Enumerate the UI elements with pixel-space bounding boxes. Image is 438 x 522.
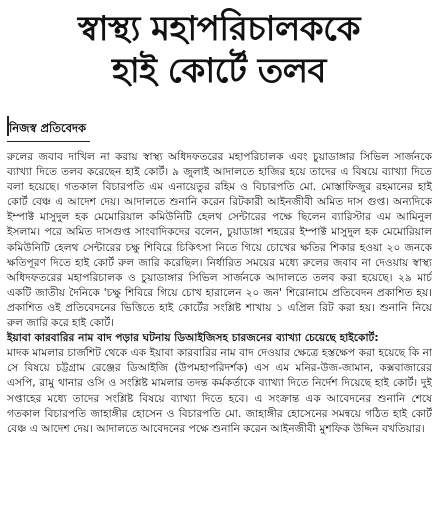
byline: নিজস্ব প্রতিবেদক — [7, 118, 90, 142]
subheading: ইয়াবা কারবারির নাম বাদ পড়ার ঘটনায় ডিআইজিসহ চারজনের ব্যাখ্যা চেয়েছে হাইকোর্ট: — [7, 332, 379, 345]
paragraph-1: রুলের জবাব দাখিল না করায় স্বাস্থ্য অধিদফতরের মহাপরিচালক এবং চুয়াডাঙ্গার সিভিল সার্জনকে ব্যাখ্যা দিতে তলব করেছেন হাই কোর্ট। ৯ জুলাই আদালতে হাজির হয়ে তাদের এ বিষয়ে ব্যাখ্যা দিতে বলা হয়েছে। গতকাল বিচারপতি এম এনায়েতুর রহিম ও বিচারপতি মো. মোস্তাফিজুর রহমানের হাই কোর্ট বেঞ্চ এ আদেশ দেয়। আদালতে শুনানি করেন রিটকারী আইনজীবী অমিত দাস গুপ্ত। অন্যদিকে ইম্পাক্ট মাসুদুল হক মেমোরিয়াল কমিউনিটি হেলথ সেন্টারের পক্ষে ছিলেন ব্যারিস্টার এম আমিনুল ইসলাম। পরে অমিত দাসগুপ্ত সাংবাদিকদের বলেন, চুয়াডাঙ্গা শহরের ইম্পাক্ট মাসুদুল হক মেমোরিয়াল কমিউনিটি হেলথ সেন্টারের চক্ষু শিবিরে চিকিৎসা নিতে গিয়ে চোখের ক্ষতির শিকার হওয়া ২০ জনকে ক্ষতিপূরণ দিতে হাই কোর্ট রুল জারি করেছিল। নির্ধারিত সময়ের মধ্যে রুলের জবাব না দেওয়ায় স্বাস্থ্য অধিদফতরের মহাপরিচালক ও চুয়াডাঙ্গার সিভিল সার্জনকে আদালতে তলব করা হয়েছে। ২৯ মার্চ একটি জাতীয় দৈনিকে 'চক্ষু শিবিরে গিয়ে চোখ হারালেন ২০ জন' শিরোনামে প্রতিবেদন প্রকাশিত হয়। প্রকাশিত ওই প্রতিবেদনের ভিত্তিতে হাই কোর্টের সংশ্লিষ্ট শাখায় ১ এপ্রিল রিট করা হয়। শুনানি নিয়ে রুল জারি করে হাই কোর্ট। — [7, 151, 432, 330]
article-body — [7, 150, 432, 437]
headline-line-2: হাই কোর্টে তলব — [112, 51, 326, 91]
headline — [0, 0, 438, 92]
paragraph-2: মাদক মামলার চার্জশিট থেকে এক ইয়াবা কারবারির নাম বাদ দেওয়ার ক্ষেত্রে হস্তক্ষেপ করা হয়েছে কি না সে বিষয়ে চট্টগ্রাম রেঞ্জের ডিআইজি (উপমহাপরিদর্শক) এস এম মনির-উজ-জামান, কক্সবাজারের এসপি, রামু থানার ওসি ও সংশ্লিষ্ট মামলার তদন্ত কর্মকর্তাকে ব্যাখ্যা দিতে নির্দেশ দিয়েছে হাই কোর্ট। দুই সপ্তাহের মধ্যে তাদের সংশ্লিষ্ট বিষয়ে ব্যাখ্যা দিতে হবে। এ সংক্রান্ত এক আবেদনের শুনানি শেষে গতকাল বিচারপতি জাহাঙ্গীর হোসেন ও বিচারপতি মো. জাহাঙ্গীর হোসেনের সমন্বয়ে গঠিত হাই কোর্ট বেঞ্চ এ আদেশ দেয়। আদালতে আবেদনের পক্ষে শুনানি করেন আইনজীবী মুশফিক উদ্দিন বখতিয়ার। — [7, 347, 432, 435]
headline-line-1: স্বাস্থ্য মহাপরিচালককে — [77, 9, 361, 49]
